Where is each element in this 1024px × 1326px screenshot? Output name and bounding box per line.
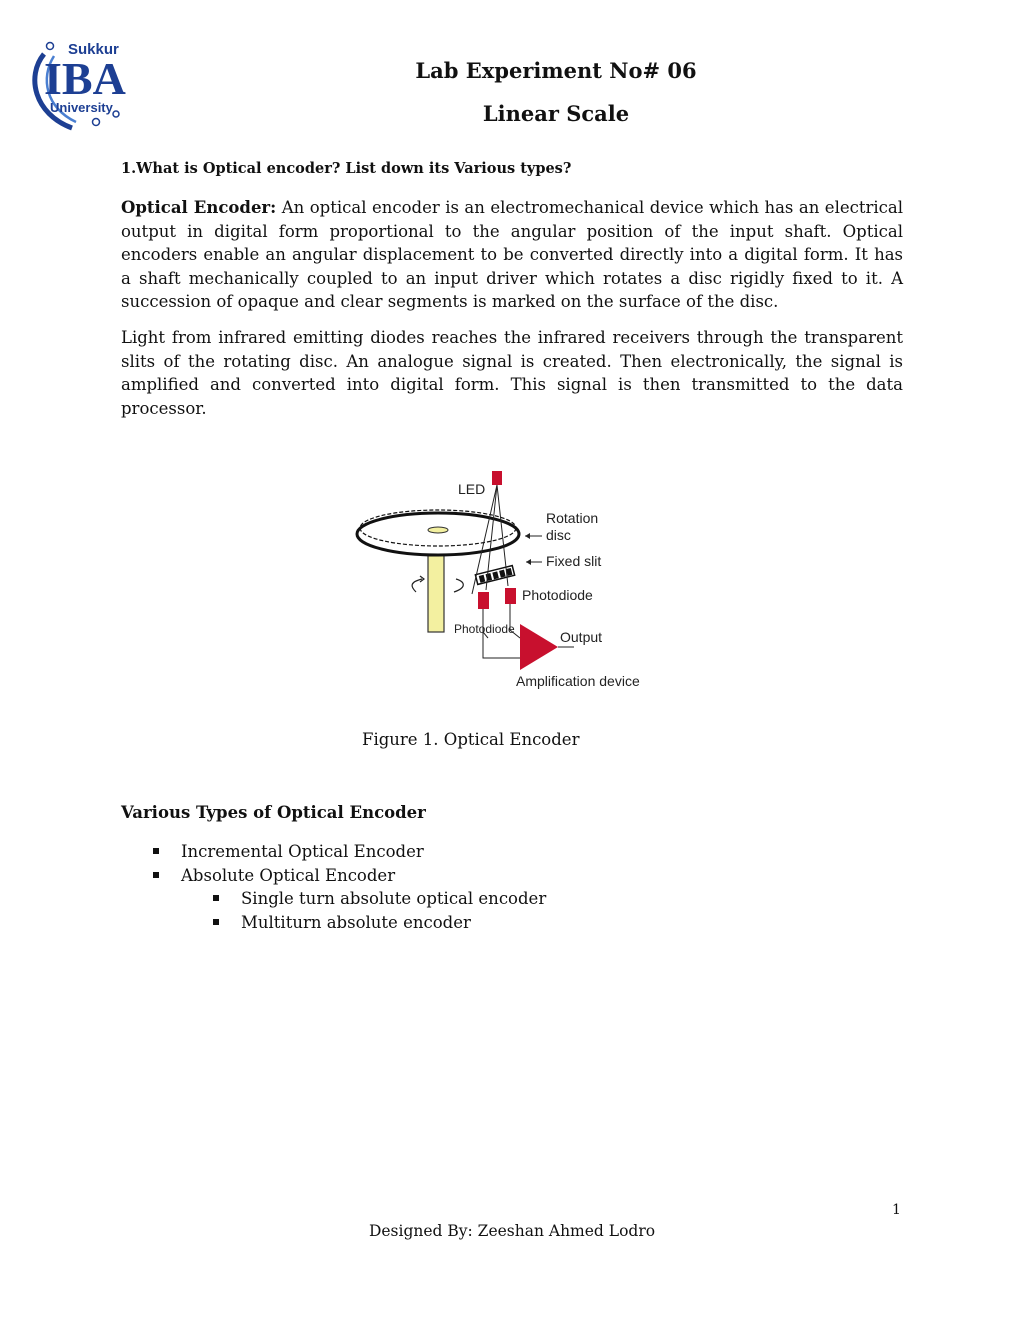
- svg-text:University: University: [50, 100, 113, 115]
- page-title: Lab Experiment No# 06: [415, 58, 697, 83]
- page-number: 1: [892, 1202, 901, 1218]
- label-output: Output: [560, 629, 603, 645]
- led: [492, 471, 502, 485]
- fixed-slit: [475, 566, 514, 585]
- page-subtitle: Linear Scale: [482, 101, 630, 126]
- photodiode-right: [505, 588, 516, 604]
- photodiode-left: [478, 592, 489, 609]
- question-heading: 1.What is Optical encoder? List down its Various types?: [121, 160, 572, 177]
- rotation-disc: [357, 513, 519, 555]
- list-item: Multiturn absolute encoder: [121, 911, 546, 935]
- definition-text: An optical encoder is an electromechanical device which has an electrical output in digital form proportional to the angular position of the input shaft. Optical encoders enable an angular displacement to be converted directly into a digital form. It has a shaft mechanically coupled to an input driver which rotates a disc rigidly fixed to it. A succession of opaque and clear segments is marked on the surface of the disc.: [121, 198, 904, 311]
- definition-term: Optical Encoder:: [121, 198, 277, 217]
- bullet-icon: [153, 848, 159, 854]
- amplifier: [520, 624, 558, 670]
- list-item: Absolute Optical Encoder: [121, 864, 546, 888]
- optical-encoder-diagram: [350, 462, 650, 700]
- label-photodiode-right: Photodiode: [522, 587, 593, 603]
- svg-text:IBA: IBA: [44, 53, 126, 104]
- list-item: Single turn absolute optical encoder: [121, 887, 546, 911]
- label-rotation-disc: Rotation: [546, 510, 599, 526]
- label-rotation-disc-2: disc: [546, 527, 571, 543]
- types-section-title: Various Types of Optical Encoder: [121, 803, 426, 822]
- bullet-icon: [213, 919, 219, 925]
- bullet-icon: [213, 895, 219, 901]
- definition-paragraph: [121, 196, 903, 314]
- list-item: Incremental Optical Encoder: [121, 840, 546, 864]
- figure-caption: Figure 1. Optical Encoder: [362, 730, 580, 749]
- label-photodiode-left: Photodiode: [454, 622, 515, 636]
- university-logo: [24, 36, 164, 136]
- label-amplification-device: Amplification device: [516, 673, 640, 689]
- svg-text:Sukkur: Sukkur: [68, 41, 119, 58]
- footer-credit: Designed By: Zeeshan Ahmed Lodro: [368, 1222, 656, 1240]
- bullet-icon: [153, 872, 159, 878]
- types-list: [121, 840, 546, 934]
- working-paragraph: Light from infrared emitting diodes reaches the infrared receivers through the transparent slits of the rotating disc. An analogue signal is created. Then electronically, the signal is amplified and converted into digital form. This signal is then transmitted to the data processor.: [121, 328, 903, 418]
- label-led: LED: [458, 481, 486, 497]
- label-fixed-slit: Fixed slit: [546, 553, 602, 569]
